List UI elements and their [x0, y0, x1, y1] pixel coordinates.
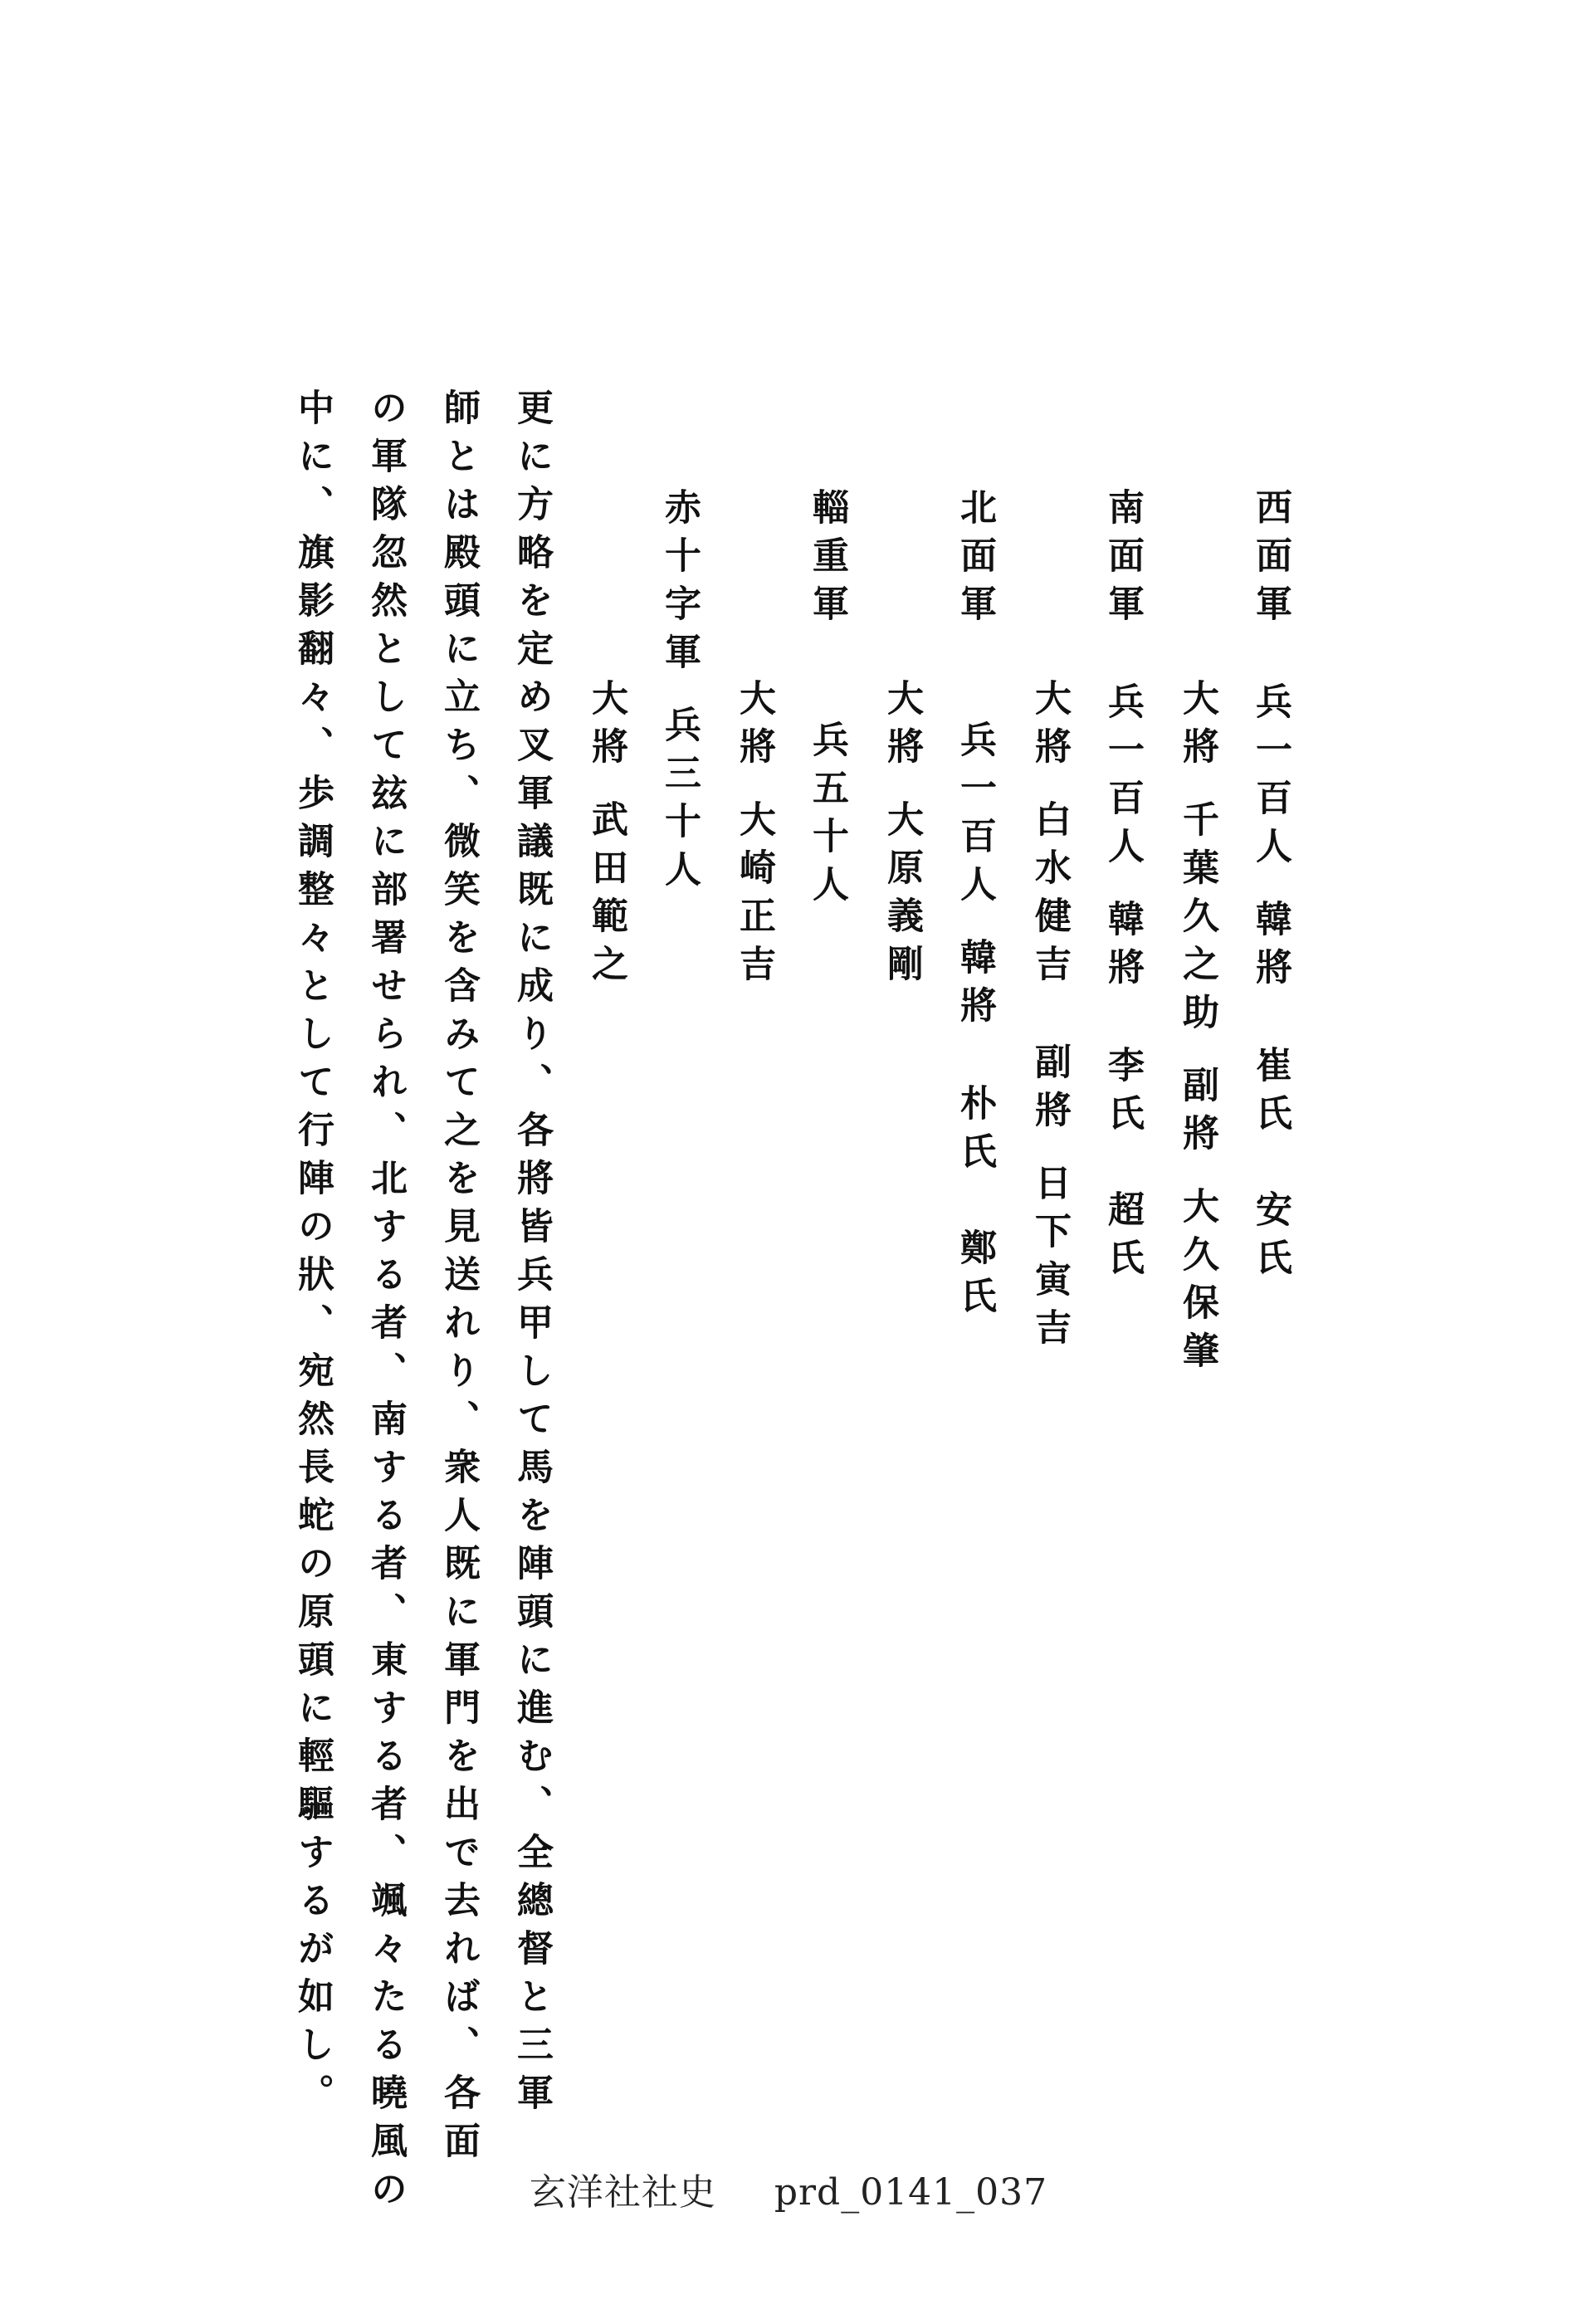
red-cross-army-general: 武田範之: [585, 800, 627, 993]
south-army-general-label: 大將: [1028, 679, 1071, 775]
south-army-name: 南面軍: [1101, 488, 1144, 632]
south-army-header-column: [1101, 488, 1144, 1286]
north-army-officers-column: [881, 679, 923, 993]
supply-army-troops: 兵五十人: [806, 720, 848, 913]
west-army-vice-label: 副將: [1176, 1066, 1218, 1162]
north-army-name: 北面軍: [954, 488, 996, 632]
red-cross-army-general-label: 大將: [585, 679, 627, 775]
narrative-line-4: 中に、旗影翻々、歩調整々として行陣の狀、宛然長蛇の原頭に輕驅するが如し。: [291, 388, 334, 2121]
red-cross-army-header-column: [658, 488, 701, 898]
supply-army-name: 輜重軍: [806, 488, 848, 632]
west-army-troops: 兵一百人: [1249, 682, 1291, 875]
south-army-vice: 日下寅吉: [1028, 1164, 1071, 1356]
narrative-line-1: 更に方略を定め叉軍議既に成り、各將皆兵甲して馬を陣頭に進む、全總督と三軍: [510, 388, 553, 2121]
supply-army-troops-column: [806, 720, 848, 913]
south-army-korean-general-label: 韓將: [1101, 900, 1144, 996]
south-army-troops: 兵一百人: [1101, 682, 1144, 875]
west-army-header-column: [1249, 488, 1291, 1286]
red-cross-army-name: 赤十字軍: [658, 488, 701, 681]
page-footer: [0, 2162, 1577, 2215]
red-cross-army-officers-column: [585, 679, 627, 993]
west-army-general: 千葉久之助: [1176, 800, 1218, 1041]
west-army-name: 西面軍: [1249, 488, 1291, 632]
north-army-troops: 兵一百人: [954, 720, 996, 913]
south-army-vice-label: 副將: [1028, 1042, 1071, 1139]
north-army-korean-general-label: 韓將: [954, 938, 996, 1034]
narrative-line-3: の軍隊忽然として玆に部署せられ、北する者、南する者、東する者、颯々たる曉風の: [364, 388, 407, 2218]
north-army-general-label: 大將: [881, 679, 923, 775]
supply-army-general: 大崎正吉: [733, 800, 775, 993]
west-army-korean-general-label: 韓將: [1249, 900, 1291, 996]
supply-army-header-column: [806, 488, 848, 632]
supply-army-general-label: 大將: [733, 679, 775, 775]
footer-publisher: 玄洋社社史: [529, 2171, 716, 2214]
north-army-korean-names: 朴氏 鄭氏: [954, 1084, 996, 1325]
footer-page-id: prd_0141_037: [774, 2171, 1048, 2214]
west-army-korean-names: 崔氏 安氏: [1249, 1046, 1291, 1286]
south-army-korean-names: 李氏 超氏: [1101, 1046, 1144, 1286]
narrative-line-2: 師とは殿頭に立ち、微笑を含みて之を見送れり、衆人既に軍門を出で去れば、各面: [437, 388, 480, 2170]
north-army-troops-column: [954, 720, 996, 1325]
west-army-general-label: 大將: [1176, 679, 1218, 775]
north-army-header-column: [954, 488, 996, 632]
north-army-general: 大原義剛: [881, 800, 923, 993]
west-army-officers-column: [1176, 679, 1218, 1379]
red-cross-army-troops: 兵三十人: [658, 706, 701, 898]
south-army-general: 白水健吉: [1028, 800, 1071, 993]
west-army-vice: 大久保肇: [1176, 1187, 1218, 1379]
south-army-officers-column: [1028, 679, 1071, 1356]
supply-army-officers-column: [733, 679, 775, 993]
